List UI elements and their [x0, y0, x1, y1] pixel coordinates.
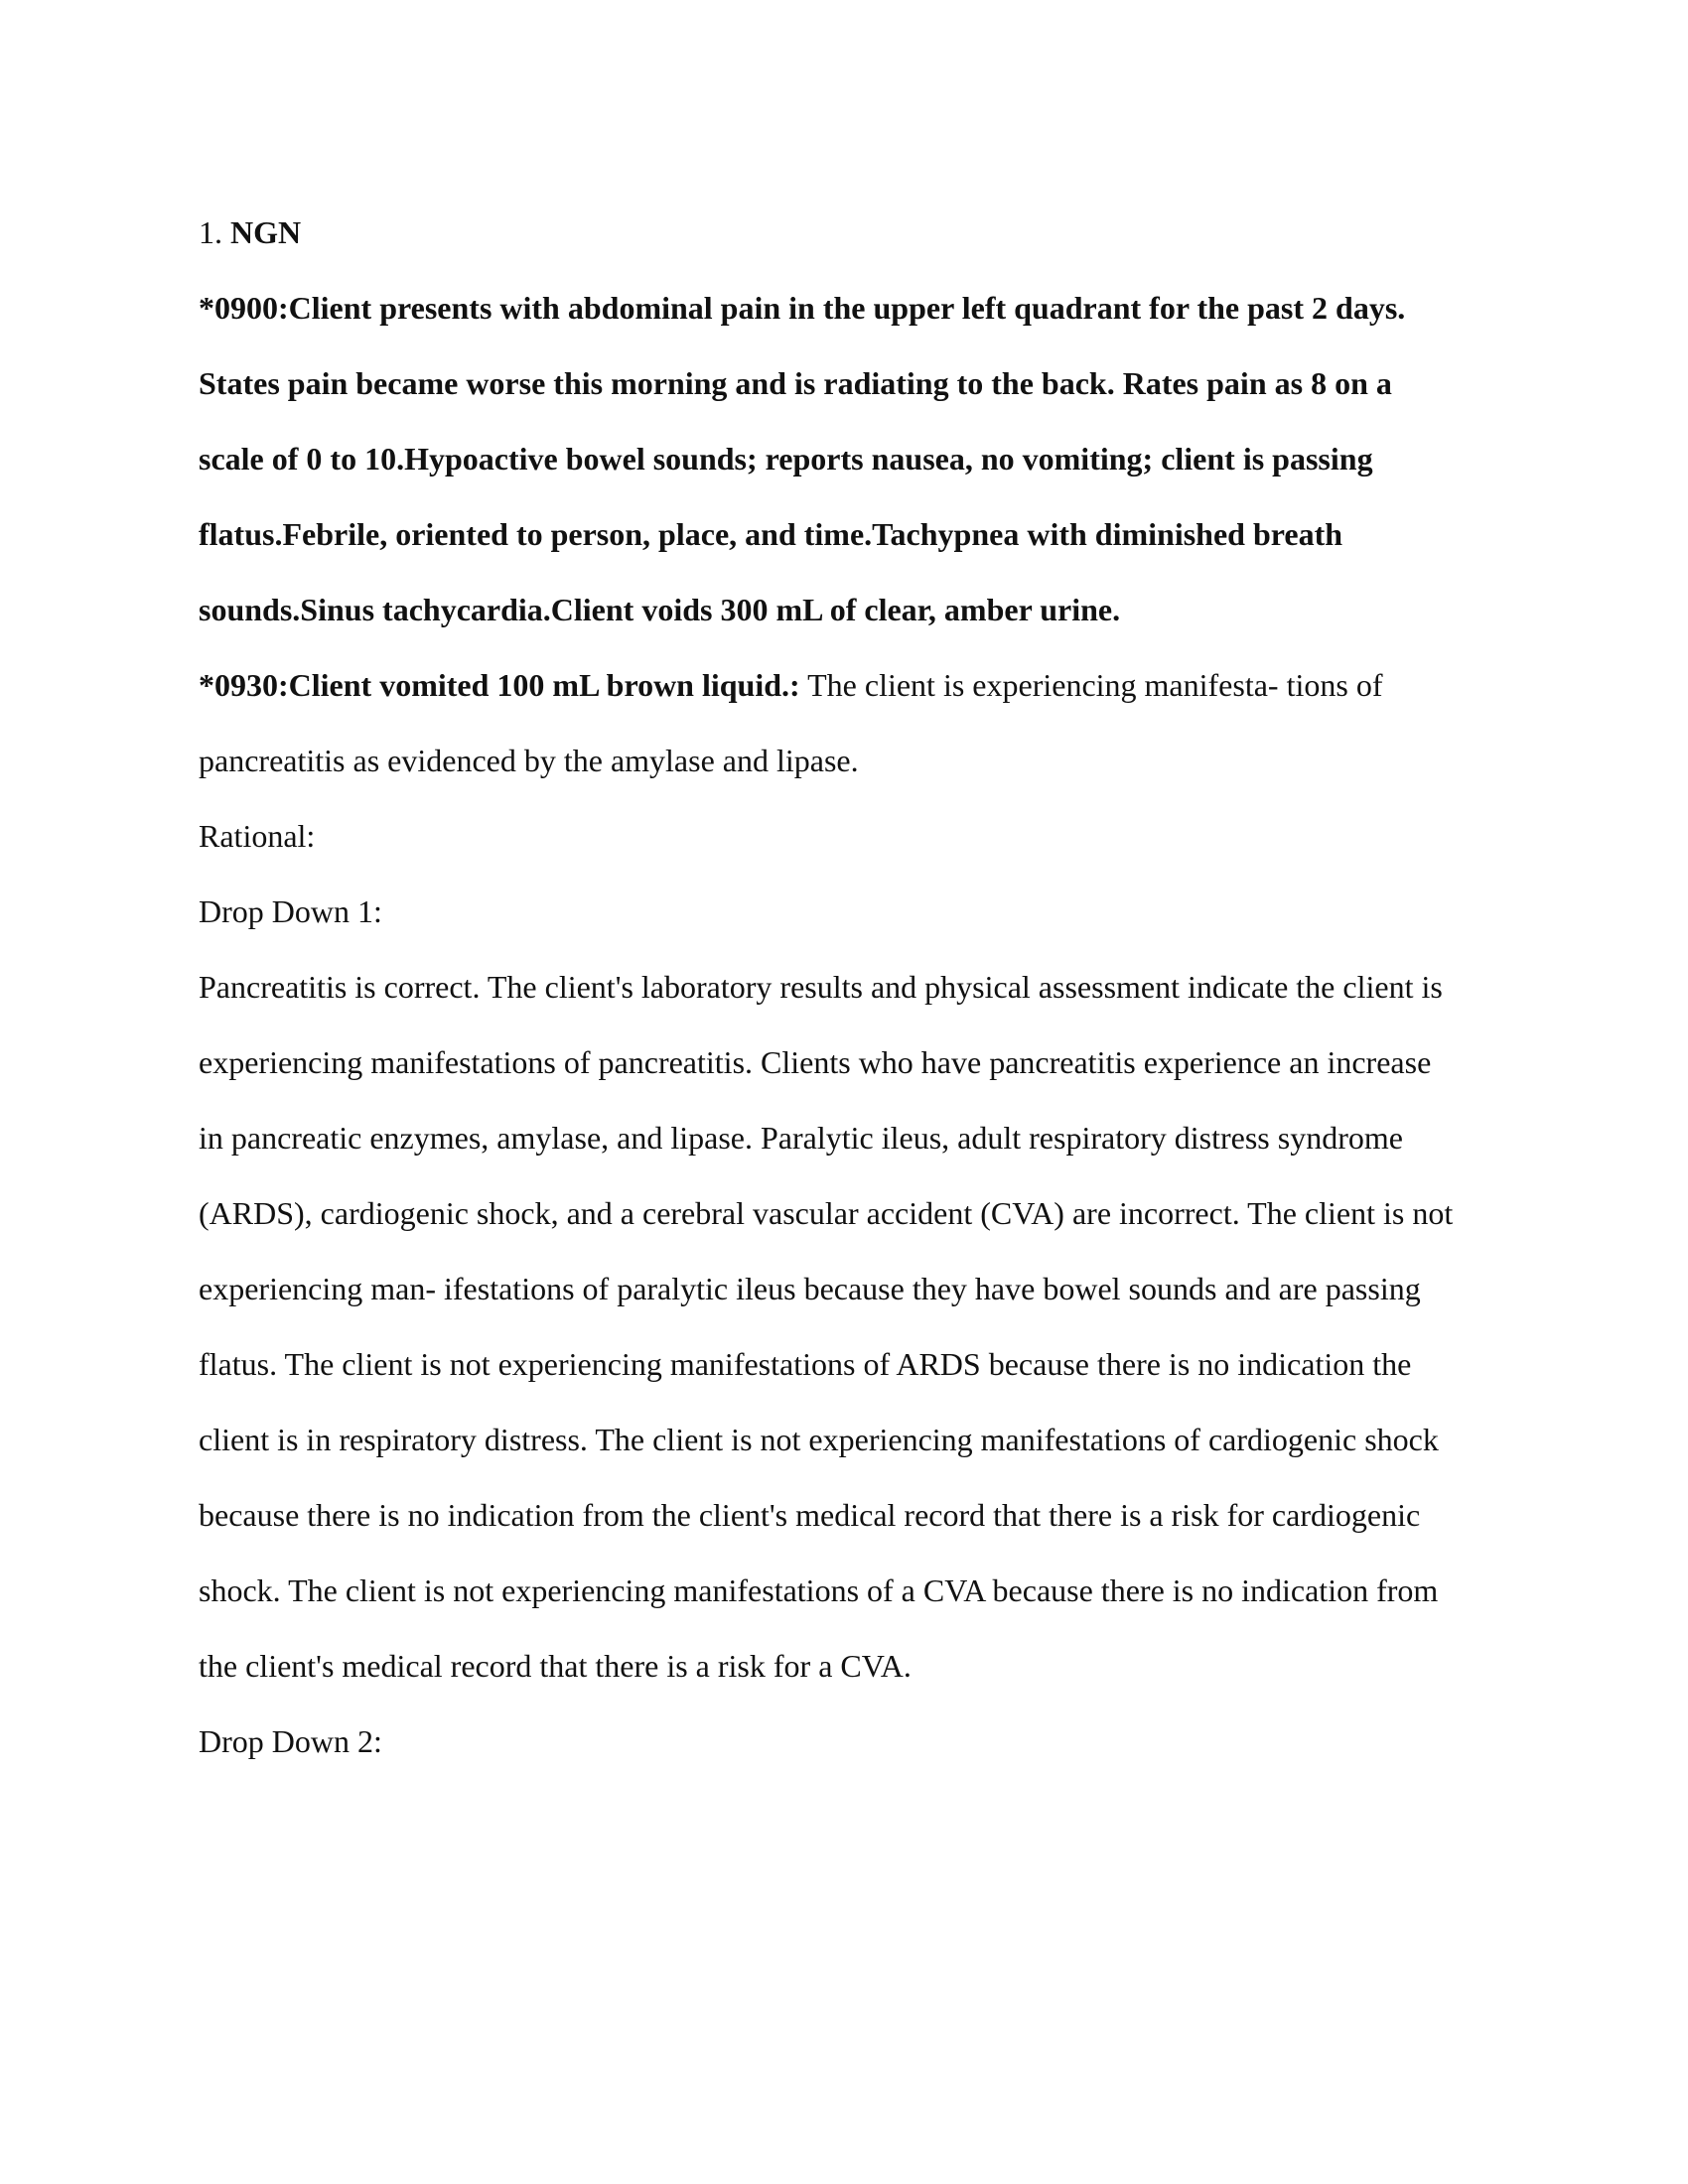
dropdown-1-label: Drop Down 1: [199, 893, 382, 929]
question-header [199, 195, 1489, 270]
scenario-line: *0900:Client presents with abdominal pain in the upper left quadrant for the past 2 days. [199, 290, 1406, 326]
rationale-line: experiencing manifestations of pancreatitis. Clients who have pancreatitis experience an increase [199, 1044, 1432, 1080]
scenario-line: scale of 0 to 10.Hypoactive bowel sounds; reports nausea, no vomiting; client is passing [199, 441, 1373, 477]
scenario-line: States pain became worse this morning and is radiating to the back. Rates pain as 8 on a [199, 365, 1392, 401]
rationale-line: in pancreatic enzymes, amylase, and lipase. Paralytic ileus, adult respiratory distress syndrome [199, 1120, 1403, 1156]
scenario-update-line [199, 647, 1489, 723]
scenario-update-time: *0930:Client vomited 100 mL brown liquid.: [199, 667, 800, 703]
question-number: 1. [199, 214, 222, 250]
scenario-line: flatus.Febrile, oriented to person, place, and time.Tachypnea with diminished breath [199, 516, 1343, 552]
rationale-line: (ARDS), cardiogenic shock, and a cerebral vascular accident (CVA) are incorrect. The client is not [199, 1195, 1454, 1231]
dropdown-2-label: Drop Down 2: [199, 1723, 382, 1759]
rationale-line: experiencing man- ifestations of paralytic ileus because they have bowel sounds and are passing [199, 1271, 1421, 1306]
rationale-line: because there is no indication from the client's medical record that there is a risk for cardiogenic [199, 1497, 1421, 1533]
rationale-line: client is in respiratory distress. The client is not experiencing manifestations of cardiogenic shock [199, 1422, 1439, 1457]
scenario-line: sounds.Sinus tachycardia.Client voids 300 mL of clear, amber urine. [199, 592, 1121, 627]
document-page [199, 195, 1489, 1779]
rationale-line: Pancreatitis is correct. The client's laboratory results and physical assessment indicate the client is [199, 969, 1443, 1005]
answer-text-continued: pancreatitis as evidenced by the amylase and lipase. [199, 743, 859, 778]
question-type: NGN [230, 214, 302, 250]
rationale-heading: Rational: [199, 818, 316, 854]
rationale-line: shock. The client is not experiencing manifestations of a CVA because there is no indication from [199, 1572, 1439, 1608]
rationale-line: flatus. The client is not experiencing manifestations of ARDS because there is no indication the [199, 1346, 1412, 1382]
rationale-line: the client's medical record that there is a risk for a CVA. [199, 1648, 912, 1684]
answer-text: The client is experiencing manifesta- tions of [799, 667, 1383, 703]
